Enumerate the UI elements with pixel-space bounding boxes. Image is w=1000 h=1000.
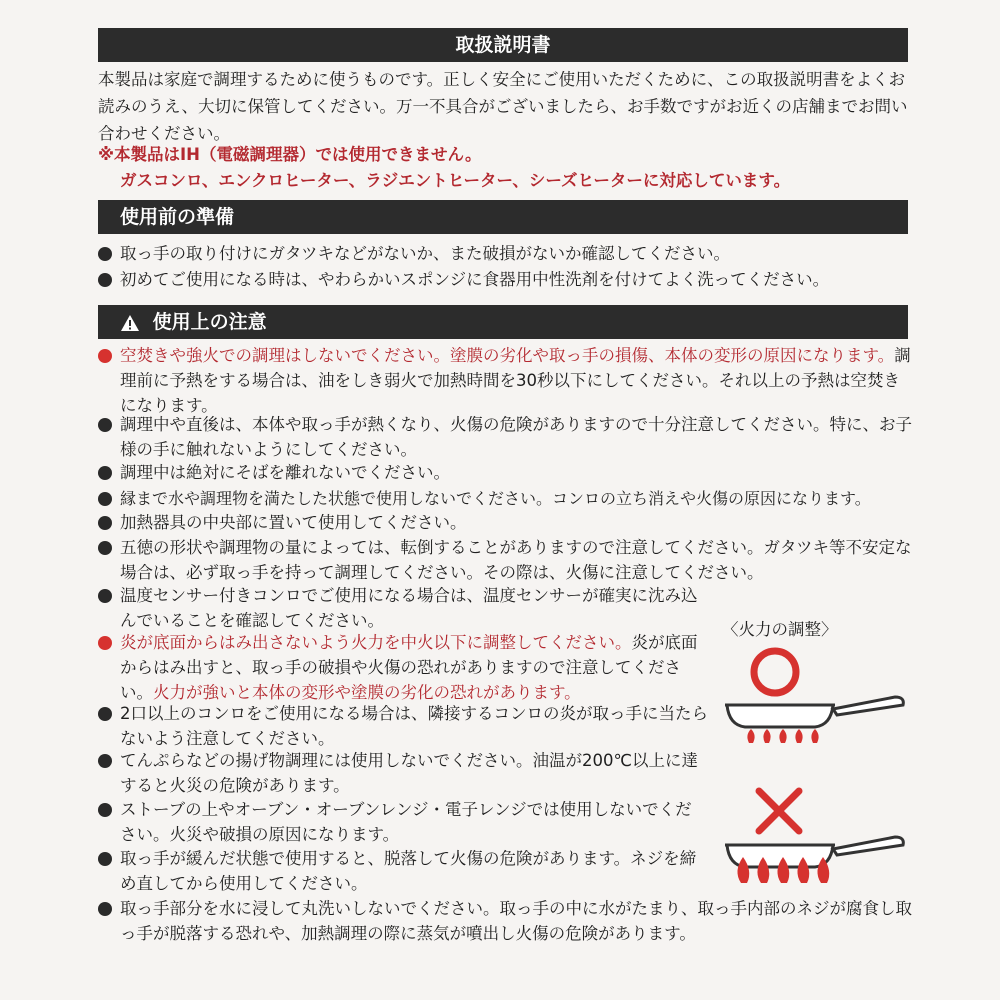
bullet-icon xyxy=(98,349,112,363)
list-item: 温度センサー付きコンロでご使用になる場合は、温度センサーが確実に沈み込んでいることを確認してください。 xyxy=(98,583,708,633)
list-item: 炎が底面からはみ出さないよう火力を中火以下に調整してください。炎が底面からはみ出すと、取っ手の破損や火傷の恐れがありますので注意してください。火力が強いと本体の変形や塗膜の劣化の恐れがあります。 xyxy=(98,630,708,705)
prep-heading-bar xyxy=(98,200,908,234)
list-item: 2口以上のコンロをご使用になる場合は、隣接するコンロの炎が取っ手に当たらないよう注意してください。 xyxy=(98,701,708,751)
bullet-icon xyxy=(98,247,112,261)
bullet-icon xyxy=(98,541,112,555)
list-item: 調理中は絶対にそばを離れないでください。 xyxy=(98,460,913,485)
list-item: 初めてご使用になる時は、やわらかいスポンジに食器用中性洗剤を付けてよく洗ってください。 xyxy=(98,267,918,292)
list-item: 五徳の形状や調理物の量によっては、転倒することがありますので注意してください。ガタツキ等不安定な場合は、必ず取っ手を持って調理してください。その際は、火傷に注意してください。 xyxy=(98,535,913,585)
ih-warning: ※本製品はIH（電磁調理器）では使用できません。 xyxy=(98,145,482,164)
bullet-icon xyxy=(98,516,112,530)
bullet-icon xyxy=(98,466,112,480)
prep-heading: 使用前の準備 xyxy=(120,206,235,228)
compatible-note: ガスコンロ、エンクロヒーター、ラジエントヒーター、シーズヒーターに対応しています。 xyxy=(120,171,791,190)
circle-ok-icon xyxy=(715,645,915,745)
bullet-icon xyxy=(98,803,112,817)
figure-label: 〈火力の調整〉 xyxy=(722,620,838,639)
intro-text: 本製品は家庭で調理するために使うものです。正しく安全にご使用いただくために、この取扱説明書をよくお読みのうえ、大切に保管してください。万一不具合がございましたら、お手数ですがお近くの店舗までお問い合わせください。 xyxy=(98,70,908,143)
list-item: 縁まで水や調理物を満たした状態で使用しないでください。コンロの立ち消えや火傷の原因になります。 xyxy=(98,486,918,511)
caution-heading: 使用上の注意 xyxy=(152,311,267,333)
warning-icon xyxy=(120,314,140,332)
title-bar xyxy=(98,28,908,62)
list-item: 加熱器具の中央部に置いて使用してください。 xyxy=(98,510,913,535)
bullet-icon xyxy=(98,492,112,506)
cross-ng-icon xyxy=(715,783,915,888)
caution-heading-bar xyxy=(98,305,908,339)
list-item: 調理中や直後は、本体や取っ手が熱くなり、火傷の危険がありますので十分注意してください。特に、お子様の手に触れないようにしてください。 xyxy=(98,412,913,462)
list-item: 取っ手が緩んだ状態で使用すると、脱落して火傷の危険があります。ネジを締め直してから使用してください。 xyxy=(98,846,708,896)
list-item: 取っ手の取り付けにガタツキなどがないか、また破損がないか確認してください。 xyxy=(98,241,918,266)
bullet-icon xyxy=(98,852,112,866)
bullet-icon xyxy=(98,418,112,432)
list-item: 空焚きや強火での調理はしないでください。塗膜の劣化や取っ手の損傷、本体の変形の原因になります。調理前に予熱をする場合は、油をしき弱火で加熱時間を30秒以下にしてください。それ以上の予熱は空焚きになります。 xyxy=(98,343,913,418)
list-item: ストーブの上やオーブン・オーブンレンジ・電子レンジでは使用しないでください。火災や破損の原因になります。 xyxy=(98,797,708,847)
bullet-icon xyxy=(98,589,112,603)
list-item: 取っ手部分を水に浸して丸洗いしないでください。取っ手の中に水がたまり、取っ手内部のネジが腐食し取っ手が脱落する恐れや、加熱調理の際に蒸気が噴出し火傷の危険があります。 xyxy=(98,896,918,946)
bullet-icon xyxy=(98,754,112,768)
bullet-icon xyxy=(98,902,112,916)
bullet-icon xyxy=(98,707,112,721)
bullet-icon xyxy=(98,273,112,287)
bullet-icon xyxy=(98,636,112,650)
page-title: 取扱説明書 xyxy=(455,34,551,56)
list-item: てんぷらなどの揚げ物調理には使用しないでください。油温が200℃以上に達すると火災の危険があります。 xyxy=(98,748,708,798)
